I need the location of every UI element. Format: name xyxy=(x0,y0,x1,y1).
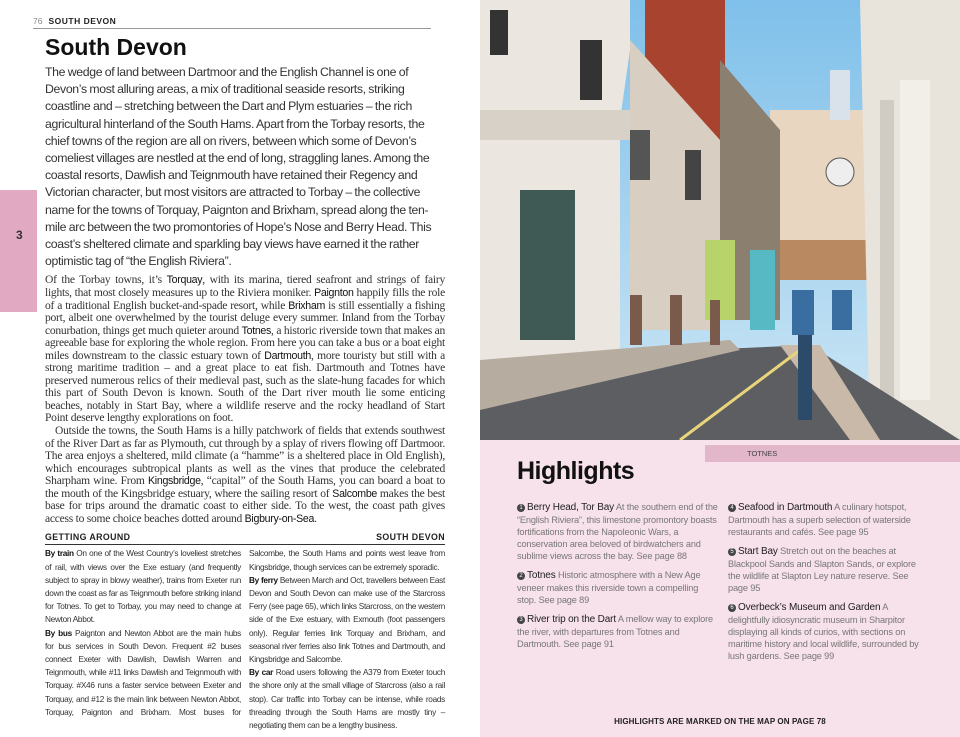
body-text-run: , more touristy but still with a strong maritime tradition – and a great place to eat fish. Dartmouth and Totnes have preserved numerous relics of their medieval past, such as the slate-hung facades for which this part of South Devon is known. South of the Dart river mouth lie some enticing beaches, notably in Start Bay, where a wildlife reserve and the rocky headland of Start Point deserve lengthy explorations on foot. xyxy=(45,349,445,425)
place-name: Dartmouth xyxy=(264,349,311,362)
getting-around-heading: GETTING AROUND xyxy=(45,532,131,543)
highlight-description: A mellow way to explore the river, with departures from Totnes and Dartmouth. See page 91 xyxy=(517,614,713,649)
highlight-name: Overbeck’s Museum and Garden xyxy=(738,602,881,613)
body-text-run: Of the Torbay towns, it’s xyxy=(45,274,167,287)
body-text-run: happily fills the role of a traditional English bucket-and-spade resort, while xyxy=(45,286,445,312)
highlight-name: Start Bay xyxy=(738,546,778,557)
transport-mode-label: By car xyxy=(249,668,274,678)
highlight-item xyxy=(728,501,929,538)
highlight-number-icon: 4 xyxy=(728,504,736,512)
highlight-number-icon: 1 xyxy=(517,504,525,512)
body-text-run: , a historic riverside town that makes an agreeable base for exploring the whole region. From here you can take a bus or a boat eight miles downstream to the classic estuary town of xyxy=(45,324,445,362)
place-name: Totnes xyxy=(241,324,272,337)
chapter-tab xyxy=(0,190,37,312)
body-text-run: , “capital” of the South Hams, you can board a boat to the mouth of the Kingsbridge estuary, where the sailing resort of xyxy=(45,475,445,500)
highlight-number-icon: 3 xyxy=(517,616,525,624)
photo-caption: TOTNES xyxy=(705,445,960,462)
body-text-run: . xyxy=(314,512,317,525)
highlight-item xyxy=(517,501,718,562)
highlight-number-icon: 5 xyxy=(728,548,736,556)
place-name: Bigbury-on-Sea xyxy=(244,512,315,525)
transport-description: On one of the West Country’s loveliest stretches of rail, with views over the Exe estuary (and frequently subject to spray in blowy weather), trains from Exeter run down the coast as far as Teignmouth before striking inland for Totnes. To get to Torbay, you may need to change at Newton Abbot. xyxy=(45,549,241,625)
running-header xyxy=(33,15,431,29)
getting-around-region: SOUTH DEVON xyxy=(376,532,445,543)
place-name: Salcombe xyxy=(332,487,378,500)
highlight-description: At the southern end of the “English Riviera”, this limestone promontory boasts fortifications from the Napoleonic Wars, a conservation area beloved of birdwatchers and sublime views across the bay. See page 88 xyxy=(517,502,718,561)
left-page-content xyxy=(33,15,446,732)
highlight-description: Stretch out on the beaches at Blackpool Sands and Slapton Sands, or explore the wildlife at Slapton Ley nature reserve. See page 95 xyxy=(728,546,916,593)
running-title: SOUTH DEVON xyxy=(48,16,117,26)
place-name: Torquay xyxy=(166,274,203,287)
transport-description: Paignton and Newton Abbot are the main hubs for bus services in South Devon. Frequent #2 buses connect Exeter with Dawlish, Dawlish Warren and Teignmouth, while #11 links Dawlish and Teignmouth with Torquay. #X46 runs a faster service between Exeter and Torquay, and #12 is the main link between Newton Abbot, Torquay, Paignton and Brixham. Most buses for Salcombe, the South Hams and points west leave from Kingsbridge, though services can be extremely sporadic. xyxy=(45,549,445,717)
transport-description: Road users following the A379 from Exeter touch the shore only at the small village of Starcross (also a rail stop). Car traffic into Torbay can be intense, while roads threading through the South Hams are mostly tiny – negotiating them can be a lengthy business. xyxy=(249,668,445,731)
body-text-run: Outside the towns, the South Hams is a hilly patchwork of fields that extends southwest of the River Dart as far as Plymouth, cut through by a splay of rivers flowing off Dartmoor. The area enjoys a sheltered, mild climate (a “hamme” is a sheltered place in Old English), which encourages subtropical plants as well as the vines that produce the celebrated Sharpham wine. From xyxy=(45,425,445,488)
highlight-description: A culinary hotspot, Dartmouth has a superb selection of waterside restaurants and cafés. See page 95 xyxy=(728,502,911,537)
highlights-column-2 xyxy=(728,501,929,669)
getting-around-item xyxy=(249,666,445,732)
totnes-street-photo xyxy=(480,0,960,440)
right-page xyxy=(480,0,960,737)
body-paragraph xyxy=(45,425,445,525)
getting-around-text xyxy=(45,547,445,732)
highlights-columns xyxy=(517,501,929,669)
body-text-run: is still essentially a fishing port, albeit one overwhelmed by the tourist deluge every summer. Inland from the Torbay conurbation, things get much quieter around xyxy=(45,299,445,337)
highlight-item xyxy=(728,601,929,662)
body-text-run: makes the best base for trips around the dramatic coast to either side. To the west, the coast path gives access to some choice beaches dotted around xyxy=(45,487,445,525)
body-text xyxy=(45,274,445,525)
getting-around-header xyxy=(45,531,445,545)
page-number: 76 xyxy=(33,16,43,26)
highlight-name: Berry Head, Tor Bay xyxy=(527,502,615,513)
intro-paragraph: The wedge of land between Dartmoor and the English Channel is one of Devon’s most alluring areas, a mix of traditional seaside resorts, striking coastline and – stretching between the Dart and Plym estuaries – the rich agricultural hinterland of the South Hams. Apart from the Torbay resorts, the chief towns of the region are all on rivers, between which some of Devon’s comeliest villages are nestled at the end of long, straggling lanes. Among the coastal resorts, Dawlish and Teignmouth have retained their Regency and Victorian character, but most visitors are attracted to Torbay – the collective name for the towns of Torquay, Paignton and Brixham, spread along the ten-mile arc between the two promontories of Hope’s Nose and Berry Head. This coast’s sheltered climate and sparkling bay views have earned it the rather optimistic tag of “the English Riviera”. xyxy=(45,65,432,269)
highlights-title: Highlights xyxy=(517,457,635,485)
highlight-item xyxy=(517,569,718,606)
highlight-name: Totnes xyxy=(527,570,556,581)
transport-mode-label: By train xyxy=(45,549,74,559)
getting-around-item xyxy=(45,547,241,626)
highlight-description: Historic atmosphere with a New Age veneer makes this riverside town a compelling stop. See page 89 xyxy=(517,570,701,605)
place-name: Kingsbridge xyxy=(148,475,201,488)
page-title: South Devon xyxy=(45,34,187,60)
highlights-footer: HIGHLIGHTS ARE MARKED ON THE MAP ON PAGE 78 xyxy=(614,717,826,726)
highlight-item xyxy=(728,545,929,594)
highlight-name: Seafood in Dartmouth xyxy=(738,502,833,513)
highlight-name: River trip on the Dart xyxy=(527,614,616,625)
place-name: Brixham xyxy=(288,299,325,312)
transport-mode-label: By ferry xyxy=(249,575,278,585)
highlight-number-icon: 6 xyxy=(728,604,736,612)
transport-description: Between March and Oct, travellers between East Devon and South Devon can make use of the Starcross Ferry (see page 65), which links Starcross, on the western side of the Exe estuary, with Exmouth (foot passengers only). Regular ferries link Torquay and Brixham, and seasonal river ferries also link Totnes and Dartmouth, and Kingsbridge and Salcombe. xyxy=(249,575,445,664)
chapter-number: 3 xyxy=(16,228,23,242)
body-text-run: , with its marina, tiered seafront and strings of fairy lights, that most closely measures up to the Riviera moniker. xyxy=(45,274,446,299)
highlight-number-icon: 2 xyxy=(517,572,525,580)
place-name: Paignton xyxy=(314,286,354,299)
transport-mode-label: By bus xyxy=(45,628,72,638)
highlight-item xyxy=(517,613,718,650)
getting-around-item xyxy=(249,574,445,666)
highlight-description: A delightfully idiosyncratic museum in Sharpitor displaying all kinds of curios, with sections on maritime history and local wildlife, surrounded by lush gardens. See page 99 xyxy=(728,602,919,661)
highlights-column-1 xyxy=(517,501,718,669)
highlights-panel xyxy=(517,455,929,727)
body-paragraph xyxy=(45,274,445,425)
